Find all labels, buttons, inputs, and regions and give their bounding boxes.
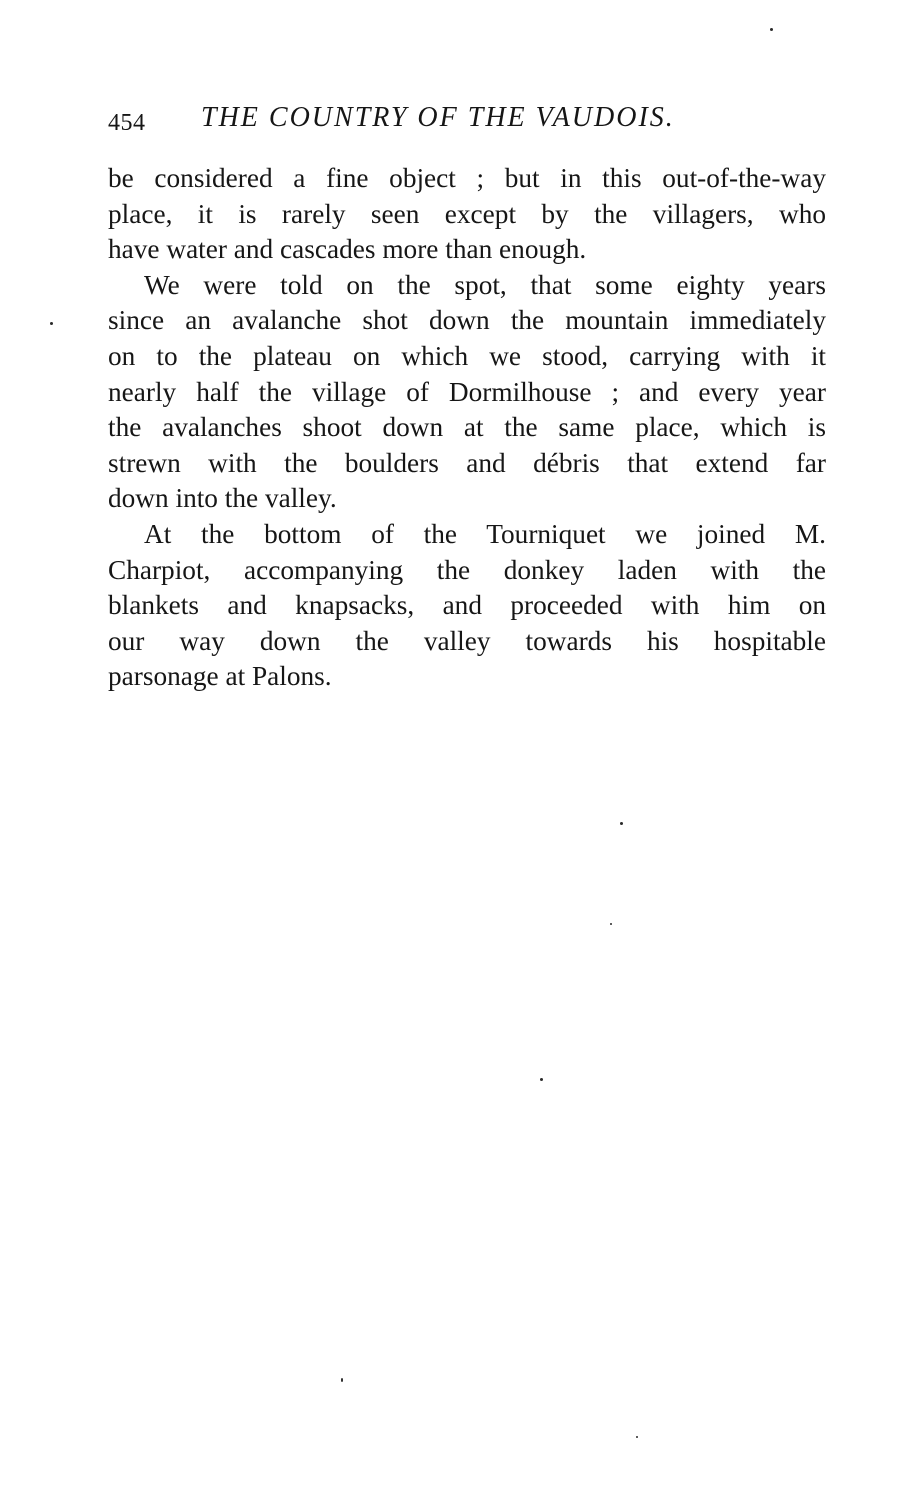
text-line: blankets and knapsacks, and proceeded with him on: [108, 590, 826, 621]
page-number: 454: [108, 110, 146, 136]
text-line: our way down the valley towards his hospitable: [108, 625, 826, 656]
text-line: since an avalanche shot down the mountain immediately: [108, 305, 826, 336]
paragraph: [108, 517, 826, 695]
text-line: We were told on the spot, that some eighty years: [144, 269, 826, 300]
scan-speck: [540, 1078, 543, 1081]
text-line: have water and cascades more than enough.: [108, 234, 587, 265]
text-line: place, it is rarely seen except by the villagers, who: [108, 198, 826, 229]
running-title: THE COUNTRY OF THE VAUDOIS.: [201, 102, 675, 133]
text-line: the avalanches shoot down at the same place, which is: [108, 412, 826, 443]
text-line: on to the plateau on which we stood, carrying with it: [108, 340, 826, 371]
scan-speck: [50, 322, 53, 325]
text-line: down into the valley.: [108, 483, 337, 514]
scan-speck: [620, 822, 623, 825]
text-line: be considered a fine object ; but in this out-of-the-way: [108, 163, 826, 193]
scan-speck: [636, 1436, 638, 1438]
text-line: At the bottom of the Tourniquet we joined M.: [144, 518, 826, 549]
paragraph: [108, 268, 826, 517]
text-line: nearly half the village of Dormilhouse ; and every year: [108, 376, 826, 407]
body-text: [108, 161, 826, 695]
text-line: parsonage at Palons.: [108, 661, 332, 692]
scan-speck: [341, 1378, 343, 1382]
text-line: Charpiot, accompanying the donkey laden with the: [108, 554, 826, 585]
page-header: [108, 100, 828, 140]
paragraph: [108, 161, 826, 268]
scan-speck: [610, 923, 612, 925]
text-line: strewn with the boulders and débris that extend far: [108, 447, 826, 478]
scan-speck: [770, 28, 773, 31]
